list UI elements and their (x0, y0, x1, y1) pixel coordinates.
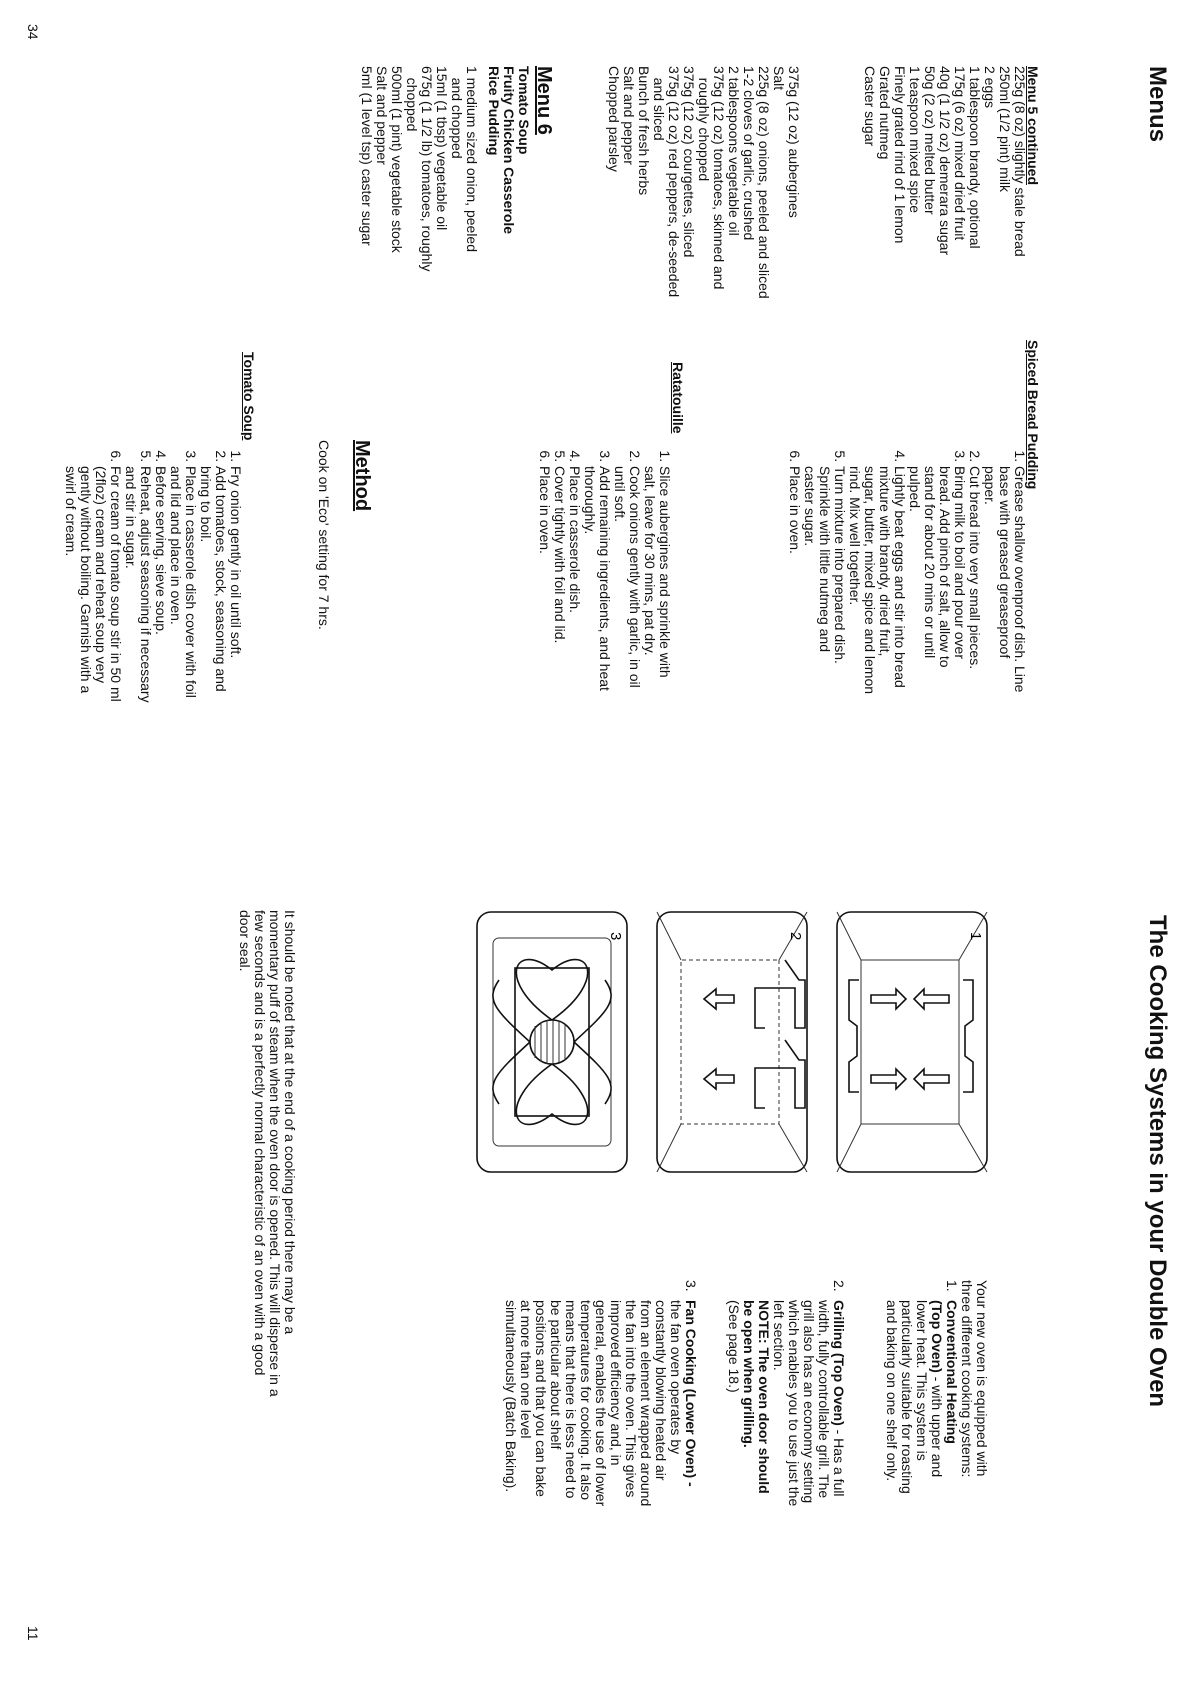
menus-title: Menus (1144, 66, 1171, 143)
step-line: bread. Add pinch of salt, allow to (937, 466, 953, 668)
method-step (123, 466, 153, 836)
tomato-heading: Tomato Soup (241, 352, 257, 441)
ingredient-line: Salt (771, 66, 787, 91)
item3-line: positions and that you can bake (533, 1300, 549, 1497)
tomato-steps (63, 440, 243, 836)
step-line: (2floz) cream and reheat soup very (93, 466, 109, 684)
menu-dish: Fruity Chicken Casserole (501, 66, 517, 235)
step-line: 5. Turn mixture into prepared dish. (832, 466, 848, 664)
ingredient-line: 225g (8 oz) onions, peeled and sliced (756, 66, 772, 299)
steam-footnote (237, 910, 297, 1650)
step-line: 1. Fry onion gently in oil until soft. (228, 466, 244, 659)
page-number-right: 11 (25, 1626, 41, 1641)
diagram-label-2: 2 (787, 932, 804, 941)
step-line: gently without boiling. Garnish with a (78, 466, 94, 694)
oven-diagrams (459, 910, 989, 1250)
item3-line: at more than one level (518, 1300, 534, 1439)
fan-cover (515, 968, 589, 1116)
method-step (642, 466, 672, 836)
item1-rest-2: particularly suitable for roasting (899, 1300, 915, 1494)
item1-bold-0: Conventional Heating (944, 1300, 960, 1444)
ingredient-line: 50g (2 oz) melted butter (922, 66, 938, 215)
ingredient-line: 1 tablespoon brandy, optional (967, 66, 983, 249)
menu5-ingredients (862, 66, 1027, 257)
item2-note-1: be open when grilling. (741, 1300, 757, 1448)
diagram-label-1: 1 (967, 932, 984, 941)
step-line: thoroughly. (582, 466, 598, 535)
item2-line-3: which enables you to use just the (786, 1300, 802, 1507)
step-line: 5. Cover tightly with foil and lid. (552, 466, 568, 644)
menu6-heading: Menu 6 (533, 66, 555, 135)
item2-see: (See page 18.) (726, 1300, 742, 1393)
step-line: rind. Mix well together. (847, 466, 863, 606)
ingredient-line: 375g (12 oz) tomatoes, skinned and (711, 66, 727, 290)
oven-cavity-2 (681, 960, 779, 1124)
item3-line: constantly blowing heated air (653, 1300, 669, 1481)
step-line: base with greased greaseproof (997, 466, 1013, 659)
method-step (847, 466, 907, 836)
step-line: swirl of cream. (63, 466, 79, 557)
item-conventional (884, 1280, 959, 1640)
footnote-line: It should be noted that at the end of a cooking period there may be a (282, 910, 298, 1335)
step-line: 2. Cut bread into very small pieces. (967, 466, 983, 670)
item1-rest-0: - with upper and (929, 1376, 945, 1478)
footnote-line: momentary puff of steam when the oven door is opened. This will disperse in a (267, 910, 283, 1397)
item3-line: from an element wrapped around (638, 1300, 654, 1507)
intro-text (959, 1280, 989, 1640)
ingredient-line: 500ml (1 pint) vegetable stock (389, 66, 405, 253)
step-line: 3. Bring milk to boil and pour over (952, 466, 968, 659)
item1-bold-1: (Top Oven) (929, 1300, 945, 1373)
menu6-ingredients (359, 66, 479, 271)
ingredient-line: and chopped (449, 66, 465, 159)
ratatouille-ingredients (606, 66, 801, 299)
intro-line: Your new oven is equipped with (974, 1280, 990, 1477)
item2-line-0: - Has a full (831, 1429, 847, 1497)
method-step (967, 466, 982, 836)
ingredient-line: 375g (12 oz) aubergines (786, 66, 802, 218)
item3-line: general, enables the use of lower (593, 1300, 609, 1507)
item2-line-4: left section. (771, 1300, 787, 1371)
ingredient-line: Caster sugar (862, 66, 878, 147)
method-step (802, 466, 847, 836)
menu6-dishes (486, 66, 531, 234)
ingredient-line: Chopped parsley (606, 66, 622, 172)
step-line: caster sugar. (802, 466, 818, 547)
step-line: 6. Place in oven. (787, 466, 803, 554)
ratatouille-heading: Ratatouille (670, 362, 686, 434)
method-step (612, 466, 642, 836)
ingredient-line: 1-2 cloves of garlic, crushed (741, 66, 757, 241)
ingredient-line: Salt and pepper (621, 66, 637, 165)
ingredient-line: 375g (12 oz) courgettes, sliced (681, 66, 697, 258)
diagram-fan (477, 912, 627, 1172)
spiced-steps (787, 440, 1027, 836)
item1-rest-3: and baking on one shelf only. (884, 1300, 900, 1482)
item2-note-0: NOTE: The oven door should (756, 1300, 772, 1494)
fan-icon (530, 1020, 574, 1064)
step-line: until soft. (612, 466, 628, 523)
ingredient-line: 175g (6 oz) mixed dried fruit (952, 66, 968, 241)
step-line: salt, leave for 30 mins, pat dry. (642, 466, 658, 656)
ingredient-line: 225g (8 oz) slightly stale bread (1012, 66, 1028, 257)
method-step (63, 466, 123, 836)
step-line: mixture with brandy, dried fruit, (877, 466, 893, 657)
method-step (787, 466, 802, 836)
ingredient-line: 1 medium sized onion, peeled (464, 66, 480, 253)
ingredient-line: 675g (1 1/2 lb) tomatoes, roughly (419, 66, 435, 272)
method-step (582, 466, 612, 836)
item2-bold: Grilling (Top Oven) (831, 1300, 847, 1426)
item3-line: the fan oven operates by (668, 1300, 684, 1455)
item3-line: means that there is less need to (563, 1300, 579, 1499)
diagram-grill (657, 912, 807, 1172)
diagram-conventional (837, 912, 987, 1172)
ingredient-line: 1 teaspoon mixed spice (907, 66, 923, 214)
step-line: bring to boil. (198, 466, 214, 543)
item-grilling (726, 1280, 846, 1640)
step-line: pulped. (907, 466, 923, 512)
menu-dish: Tomato Soup (516, 66, 532, 155)
method-step (982, 466, 1027, 836)
diagram-label-3: 3 (607, 932, 624, 941)
step-line: sugar, butter, mixed spice and lemon (862, 466, 878, 695)
ingredient-line: 5ml (1 level tsp) caster sugar (359, 66, 375, 246)
step-line: 3. Add remaining ingredients, and heat (597, 466, 613, 691)
item3-line: simultaneously (Batch Baking). (503, 1300, 519, 1493)
step-line: 1. Grease shallow ovenproof dish. Line (1012, 466, 1028, 693)
ingredient-line: roughly chopped (696, 66, 712, 182)
method-step (537, 466, 552, 836)
ingredient-line: 2 tablespoons vegetable oil (726, 66, 742, 236)
step-line: 3. Place in casserole dish cover with foil (183, 466, 199, 698)
oven-cavity-1 (861, 960, 959, 1124)
item3-line: the fan into the oven. This gives (623, 1300, 639, 1498)
systems-text (503, 1280, 989, 1640)
item3-line: be particular about shelf (548, 1300, 564, 1450)
method-text: Cook on 'Eco' setting for 7 hrs. (316, 440, 332, 630)
item2-line-1: width, fully controllable grill. The (816, 1300, 832, 1499)
method-step (907, 466, 967, 836)
item3-line: temperatures for cooking. It also (578, 1300, 594, 1500)
method-step (153, 466, 168, 836)
method-step (552, 466, 567, 836)
step-line: 5. Reheat, adjust seasoning if necessary (138, 466, 154, 703)
step-line: and stir in sugar. (123, 466, 139, 569)
spiced-heading: Spiced Bread Pudding (1025, 340, 1041, 490)
footnote-line: few seconds and is a perfectly normal characteristic of an oven with a good (252, 910, 268, 1376)
footnote-line: door seal. (237, 910, 253, 972)
ratatouille-steps (537, 440, 672, 836)
item3-num: 3. (683, 1280, 699, 1292)
step-line: paper. (982, 466, 998, 505)
step-line: 4. Before serving, sieve soup. (153, 466, 169, 635)
ingredient-line: 375g (12 oz) red peppers, de-seeded (666, 66, 682, 298)
step-line: Sprinkle with little nutmeg and (817, 466, 833, 652)
ingredient-line: Finely grated rind of 1 lemon (892, 66, 908, 244)
step-line: 2. Add tomatoes, stock, seasoning and (213, 466, 229, 692)
oven-frame-3 (477, 912, 627, 1172)
ingredient-line: Grated nutmeg (877, 66, 893, 160)
method-heading: Method (351, 440, 373, 512)
step-line: and lid and place in oven. (168, 466, 184, 625)
ingredient-line: 40g (1 1/2 oz) demerara sugar (937, 66, 953, 256)
ingredient-line: chopped (404, 66, 420, 132)
method-step (228, 466, 243, 836)
method-step (168, 466, 198, 836)
step-line: stand for about 20 mins or until (922, 466, 938, 659)
menu5-heading: Menu 5 continued (1025, 66, 1041, 185)
cooking-systems-title: The Cooking Systems in your Double Oven (1144, 915, 1171, 1408)
step-line: 2. Cook onions gently with garlic, in oil (627, 466, 643, 688)
item2-num: 2. (831, 1280, 847, 1292)
menu-dish: Rice Pudding (486, 66, 502, 156)
item3-line: improved efficiency and, in (608, 1300, 624, 1466)
item-fan (503, 1280, 698, 1640)
page-number-left: 34 (25, 24, 41, 40)
ingredient-line: Bunch of fresh herbs (636, 66, 652, 196)
ingredient-line: Salt and pepper (374, 66, 390, 165)
ingredient-line: 15ml (1 tbsp) vegetable oil (434, 66, 450, 231)
step-line: 6. Place in oven. (537, 466, 553, 554)
item1-rest-1: lower heat. This system is (914, 1300, 930, 1461)
step-line: 4. Place in casserole dish. (567, 466, 583, 614)
ingredient-line: 2 eggs (982, 66, 998, 109)
intro-line: three different cooking systems: (959, 1280, 975, 1478)
method-step (567, 466, 582, 836)
ingredient-line: and sliced (651, 66, 667, 141)
ingredient-line: 250ml (1/2 pint) milk (997, 66, 1013, 193)
item1-num: 1. (944, 1280, 960, 1292)
item3-bold: Fan Cooking (Lower Oven) - (683, 1300, 699, 1487)
step-line: 4. Lightly beat eggs and stir into bread (892, 466, 908, 688)
method-step (198, 466, 228, 836)
step-line: 6. For cream of tomato soup stir in 50 ml (108, 466, 124, 702)
step-line: 1. Slice aubergines and sprinkle with (657, 466, 673, 678)
item2-line-2: grill also has an economy setting (801, 1300, 817, 1504)
